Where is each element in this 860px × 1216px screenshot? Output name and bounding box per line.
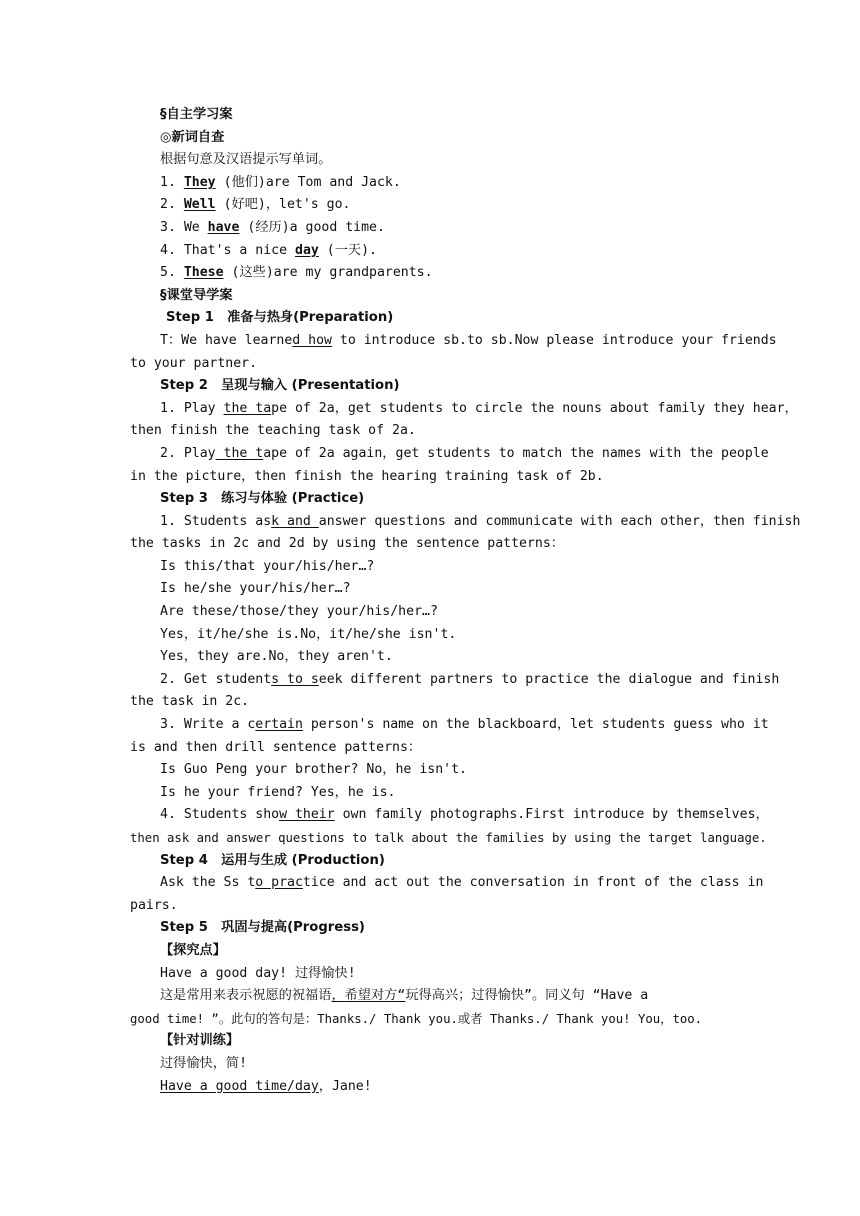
sentence-pattern: Yes，they are.No，they aren't. [160, 649, 393, 665]
vocab-item: 5. These (这些)are my grandparents. [160, 265, 433, 281]
vocab-item: 3. We have (经历)a good time. [160, 219, 385, 235]
practice-label: 【针对训练】 [160, 1033, 240, 1049]
paragraph-line: is and then drill sentence patterns： [130, 739, 422, 755]
paragraph-line: then finish the teaching task of 2a. [130, 423, 416, 439]
step-heading: Step 3 练习与体验 (Practice) [160, 491, 365, 507]
step-heading: Step 2 呈现与输入 (Presentation) [160, 378, 400, 394]
sentence-pattern: Is he your friend? Yes，he is. [160, 784, 396, 800]
key-phrase: Have a good day! 过得愉快! [160, 965, 356, 981]
vocab-item: 4. That's a nice day (一天). [160, 242, 377, 258]
paragraph-line: 这是常用来表示祝愿的祝福语，希望对方“玩得高兴；过得愉快”。同义句 “Have a [160, 988, 649, 1004]
practice-answer: Have a good time/day，Jane! [160, 1078, 372, 1094]
paragraph-line: in the picture，then finish the hearing training task of 2b. [130, 468, 604, 484]
paragraph-line: the tasks in 2c and 2d by using the sentence patterns： [130, 536, 564, 552]
sentence-pattern: Are these/those/they your/his/her…? [160, 604, 438, 620]
paragraph-line: 2. Get students to seek different partners to practice the dialogue and finish [160, 671, 780, 687]
instruction: 根据句意及汉语提示写单词。 [160, 152, 332, 168]
sentence-pattern: Is he/she your/his/her…? [160, 581, 351, 597]
paragraph-line: 1. Play the tape of 2a，get students to circle the nouns about family they hear， [160, 400, 798, 416]
vocab-item: 2. Well (好吧)，let's go. [160, 197, 351, 213]
practice-prompt: 过得愉快，简! [160, 1055, 248, 1071]
step-heading: Step 4 运用与生成 (Production) [160, 852, 385, 868]
paragraph-line: 2. Play the tape of 2a again，get students to match the names with the people [160, 445, 769, 461]
step-heading: Step 5 巩固与提高(Progress) [160, 920, 365, 936]
paragraph-line: then ask and answer questions to talk about the families by using the target language. [130, 831, 767, 845]
subheading-new-words: ◎新词自查 [160, 129, 225, 145]
paragraph-line: good time! ”。此句的答句是：Thanks./ Thank you.或者 Thanks./ Thank you! You，too. [130, 1011, 703, 1026]
paragraph-line: the task in 2c. [130, 694, 250, 710]
sentence-pattern: Yes，it/he/she is.No，it/he/she isn't. [160, 626, 457, 642]
step-heading: Step 1 准备与热身(Preparation) [166, 310, 394, 326]
paragraph-line: T：We have learned how to introduce sb.to sb.Now please introduce your friends [160, 332, 777, 348]
sentence-pattern: Is this/that your/his/her…? [160, 558, 375, 574]
paragraph-line: 3. Write a certain person's name on the blackboard，let students guess who it [160, 717, 769, 733]
paragraph-line: to your partner. [130, 355, 258, 371]
paragraph-line: pairs. [130, 897, 178, 913]
section-heading-self-study: §自主学习案 [160, 107, 233, 122]
document-page [130, 104, 801, 1098]
sentence-pattern: Is Guo Peng your brother? No，he isn't. [160, 762, 467, 778]
paragraph-line: Ask the Ss to practice and act out the conversation in front of the class in [160, 875, 764, 891]
explore-label: 【探究点】 [160, 942, 226, 958]
paragraph-line: 1. Students ask and answer questions and communicate with each other，then finish [160, 513, 801, 529]
paragraph-line: 4. Students show their own family photographs.First introduce by themselves， [160, 807, 769, 823]
section-heading-classroom: §课堂导学案 [160, 287, 233, 303]
vocab-item: 1. They (他们)are Tom and Jack. [160, 174, 401, 190]
